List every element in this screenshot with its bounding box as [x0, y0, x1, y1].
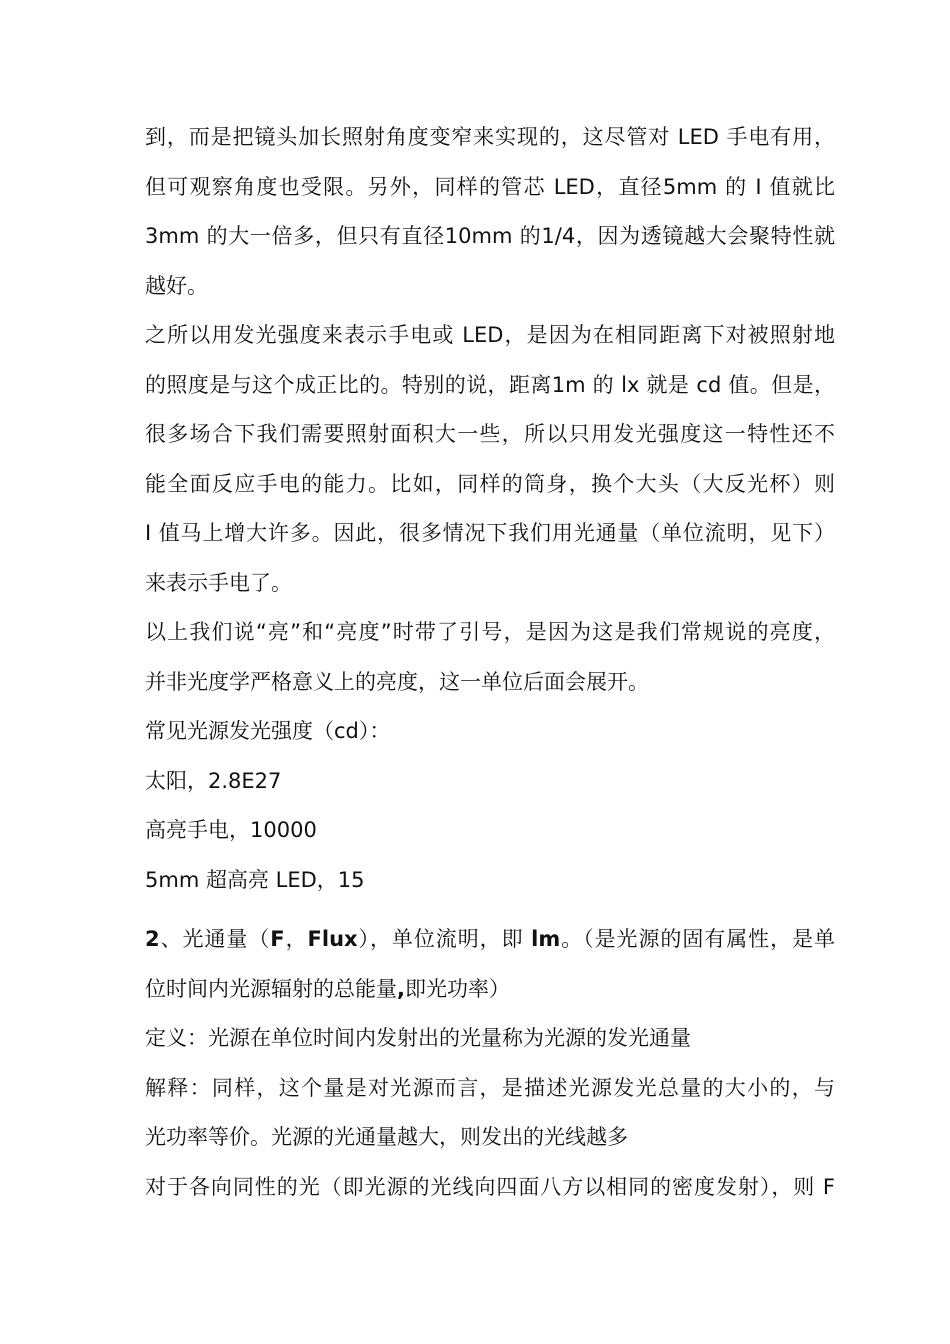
section-title-text: 即光功率） [404, 976, 510, 1001]
section-2-line-2 [145, 965, 835, 1015]
intensity-item-flashlight: 高亮手电，10000 [145, 818, 317, 842]
section-2-heading [145, 915, 835, 1014]
text-line: 以上我们说“亮”和“亮度”时带了引号，是因为这是我们常规说的亮度， [145, 620, 835, 644]
text-line: 之所以用发光强度来表示手电或 LED，是因为在相同距离下对被照射地 [145, 323, 835, 347]
section-2-line-1 [145, 915, 835, 965]
text-line: 光功率等价。光源的光通量越大，则发出的光线越多 [145, 1125, 628, 1149]
intensity-list-heading: 常见光源发光强度（cd）： [145, 719, 391, 743]
isotropic-line: 对于各向同性的光（即光源的光线向四面八方以相同的密度发射），则 F [145, 1174, 835, 1199]
section-title-text: 。（是光源的固有属性，是单 [560, 927, 835, 951]
explanation-paragraph [145, 1064, 835, 1163]
section-title-text: 位时间内光源辐射的总能量 [145, 976, 397, 1001]
paragraph-lens-angle [145, 113, 835, 311]
section-title-comma: , [397, 976, 405, 1001]
flux-unit: lm [531, 927, 561, 951]
section-title-text: ， [284, 927, 308, 951]
text-line: 但可观察角度也受限。另外，同样的管芯 LED，直径5mm 的 I 值就比 [145, 174, 835, 199]
intensity-item-led: 5mm 超高亮 LED，15 [145, 867, 365, 892]
paragraph-intensity-reason [145, 311, 835, 608]
text-line: 的照度是与这个成正比的。特别的说，距离1m 的 lx 就是 cd 值。但是， [145, 372, 835, 397]
text-line: 越好。 [145, 273, 208, 298]
definition-line: 定义：光源在单位时间内发射出的光量称为光源的发光通量 [145, 1026, 691, 1050]
paragraph-brightness-quotes [145, 608, 835, 707]
text-line: 能全面反应手电的能力。比如，同样的筒身，换个大头（大反光杯）则 [145, 471, 835, 496]
text-line: 来表示手电了。 [145, 570, 292, 595]
text-line: 到，而是把镜头加长照射角度变窄来实现的，这尽管对 LED 手电有用， [145, 125, 835, 149]
flux-name: Flux [307, 927, 358, 951]
section-number: 2 [145, 927, 160, 951]
text-line: 解释：同样，这个量是对光源而言，是描述光源发光总量的大小的，与 [145, 1075, 835, 1100]
flux-symbol: F [270, 927, 285, 951]
text-line: 并非光度学严格意义上的亮度，这一单位后面会展开。 [145, 669, 649, 694]
document-page [145, 113, 835, 1212]
section-title-text: ），单位流明，即 [357, 927, 532, 951]
section-title-text: 、光通量（ [159, 927, 271, 951]
spacer [145, 905, 835, 915]
intensity-item-sun: 太阳，2.8E27 [145, 768, 282, 793]
text-line: 很多场合下我们需要照射面积大一些，所以只用发光强度这一特性还不 [145, 422, 835, 446]
text-line: I 值马上增大许多。因此，很多情况下我们用光通量（单位流明，见下） [145, 521, 835, 545]
text-line: 3mm 的大一倍多，但只有直径10mm 的1/4，因为透镜越大会聚特性就 [145, 224, 835, 248]
